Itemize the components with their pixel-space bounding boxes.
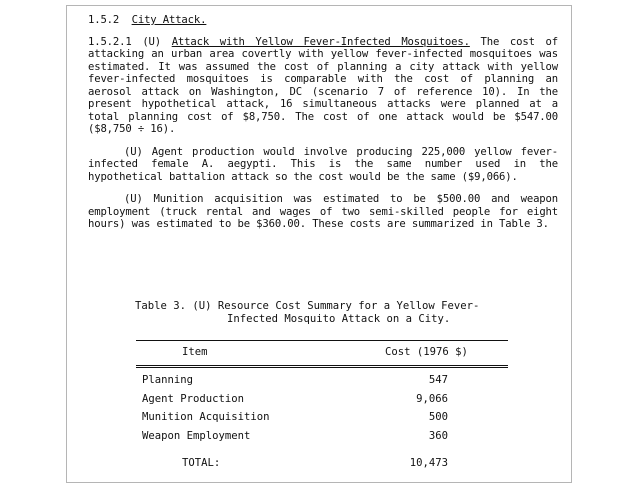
paragraph-1-text: The cost of attacking an urban area covertly with yellow fever-infected mosquitoes was estimated. It was assumed the cost of planning a city attack with yellow fever-infected mosquitoes is comparable with the cost of planning an aerosol attack on Washington, DC (scenario 7 of reference 10). In the present hypothetical attack, 16 simultaneous attacks were planned at a total planning cost of $8,750. The cost of one attack would be $547.00 ($8,750 ÷ 16).: [88, 35, 558, 135]
paragraph-2-text: (U) Agent production would involve producing 225,000 yellow fever-infected female A. aegypti. This is the same number used in the hypothetical battalion attack so the cost would be the same ($9,066).: [88, 145, 558, 183]
section-heading: [88, 14, 558, 27]
table-top-rule: [136, 340, 508, 341]
table-row-cost: 500: [428, 411, 448, 423]
table-total-value: 10,473: [409, 457, 448, 469]
table-total-row: [142, 457, 472, 470]
table-caption: [135, 300, 515, 325]
table-row-item: Planning: [142, 374, 194, 386]
section-title: City Attack.: [131, 14, 207, 26]
document-body: [88, 14, 558, 241]
table-header-item: Item: [182, 346, 208, 358]
table-header-cost: Cost (1976 $): [385, 346, 468, 358]
table-row-item: Agent Production: [142, 393, 245, 405]
table-row-item: Weapon Employment: [142, 430, 251, 442]
table-row-cost: 547: [428, 374, 448, 386]
subsection-marking: (U): [142, 35, 161, 48]
table-row: [142, 374, 472, 387]
section-number: 1.5.2: [88, 14, 120, 26]
table-caption-line-2: Infected Mosquito Attack on a City.: [227, 312, 451, 325]
paragraph-1: [88, 36, 558, 136]
table-header-rule-double: [136, 367, 508, 368]
subsection-title: Attack with Yellow Fever-Infected Mosquitoes.: [171, 35, 470, 48]
table-row: [142, 430, 472, 443]
table-total-label: TOTAL:: [182, 457, 221, 469]
subsection-number: 1.5.2.1: [88, 35, 132, 48]
table-row: [142, 411, 472, 424]
table-row-item: Munition Acquisition: [142, 411, 270, 423]
table-header-rule: [136, 365, 508, 366]
table-row-cost: 9,066: [416, 393, 448, 405]
paragraph-2: [88, 146, 558, 184]
paragraph-3: [88, 193, 558, 231]
paragraph-3-text: (U) Munition acquisition was estimated to be $500.00 and weapon employment (truck rental and wages of two semi-skilled people for eight hours) was estimated to be $360.00. These costs are summarized in Table 3.: [88, 193, 558, 230]
table-row-cost: 360: [428, 430, 448, 442]
table-caption-line-1: Table 3. (U) Resource Cost Summary for a Yellow Fever-: [135, 300, 480, 312]
table-row: [142, 393, 472, 406]
